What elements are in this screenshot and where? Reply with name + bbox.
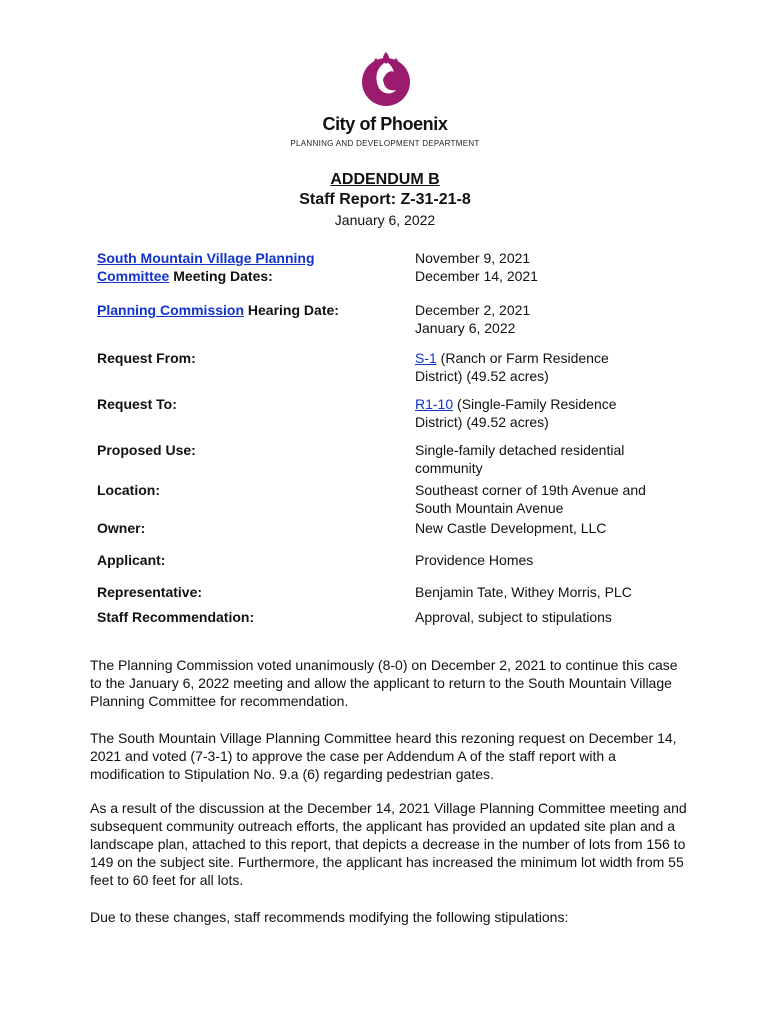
body-paragraph: As a result of the discussion at the December 14, 2021 Village Planning Committee meeting and subsequent community outreach efforts, the applicant has provided an updated site plan and a landscape plan, attached to this report, that depicts a decrease in the number of lots from 156 to 149 on the subject site. Furthermore, the applicant has increased the minimum lot width from 55 feet to 60 feet for all lots. — [90, 800, 687, 888]
detail-value-text: Single-family detached residential — [415, 442, 625, 458]
detail-value-text: Southeast corner of 19th Avenue and — [415, 482, 646, 498]
detail-value-text: District) (49.52 acres) — [415, 414, 549, 430]
detail-value — [415, 441, 675, 477]
detail-value-text: (Ranch or Farm Residence — [436, 350, 609, 366]
detail-value — [415, 301, 675, 337]
org-name: City of Phoenix — [322, 114, 448, 134]
detail-value — [415, 349, 675, 385]
detail-value: Approval, subject to stipulations — [415, 609, 612, 625]
detail-value: Providence Homes — [415, 552, 534, 568]
detail-value — [415, 395, 675, 431]
detail-value-text: South Mountain Avenue — [415, 500, 564, 516]
detail-value: Benjamin Tate, Withey Morris, PLC — [415, 584, 632, 600]
body-paragraph: Due to these changes, staff recommends modifying the following stipulations: — [90, 909, 569, 925]
detail-label: Owner: — [97, 520, 146, 536]
detail-label: Location: — [97, 482, 160, 498]
detail-label: Staff Recommendation: — [97, 609, 255, 625]
pc-date-1: December 2, 2021 — [415, 302, 531, 318]
body-paragraph: The Planning Commission voted unanimously (8-0) on December 2, 2021 to continue this case to the January 6, 2022 meeting and allow the applicant to return to the South Mountain Village Planning Committee for recommendation. — [90, 657, 678, 709]
detail-label-text: Hearing Date: — [244, 302, 339, 318]
vpc-link[interactable]: South Mountain Village Planning — [97, 250, 315, 266]
detail-label: Proposed Use: — [97, 442, 196, 458]
detail-value-text: District) (49.52 acres) — [415, 368, 549, 384]
detail-value: New Castle Development, LLC — [415, 520, 607, 536]
detail-value — [415, 249, 675, 285]
detail-value-text: (Single-Family Residence — [453, 396, 617, 412]
detail-label: Applicant: — [97, 552, 166, 568]
vpc-date-1: November 9, 2021 — [415, 250, 531, 266]
detail-value-text: community — [415, 460, 483, 476]
detail-label: Request From: — [97, 350, 196, 366]
report-title-block — [0, 170, 770, 230]
addendum-title: ADDENDUM B — [330, 171, 440, 188]
vpc-link-cont[interactable]: Committee — [97, 268, 170, 284]
detail-label: Request To: — [97, 396, 177, 412]
body-paragraph: The South Mountain Village Planning Committee heard this rezoning request on December 14, 2021 and voted (7-3-1) to approve the case per Addendum A of the staff report with a modification to Stipulation No. 9.a (6) regarding pedestrian gates. — [90, 730, 677, 782]
pc-date-2: January 6, 2022 — [415, 320, 516, 336]
phoenix-bird-logo-icon — [358, 48, 414, 108]
detail-value — [415, 481, 675, 517]
vpc-date-2: December 14, 2021 — [415, 268, 538, 284]
staff-report-title: Staff Report: Z-31-21-8 — [299, 191, 471, 208]
s1-zoning-link[interactable]: S-1 — [415, 350, 437, 366]
report-date: January 6, 2022 — [334, 212, 436, 228]
detail-label-text: Meeting Dates: — [169, 268, 273, 284]
detail-label: Representative: — [97, 584, 203, 600]
detail-label — [97, 249, 387, 285]
department-name: PLANNING AND DEVELOPMENT DEPARTMENT — [290, 139, 480, 148]
detail-label — [97, 301, 387, 319]
planning-commission-link[interactable]: Planning Commission — [97, 302, 245, 318]
r1-10-zoning-link[interactable]: R1-10 — [415, 396, 454, 412]
